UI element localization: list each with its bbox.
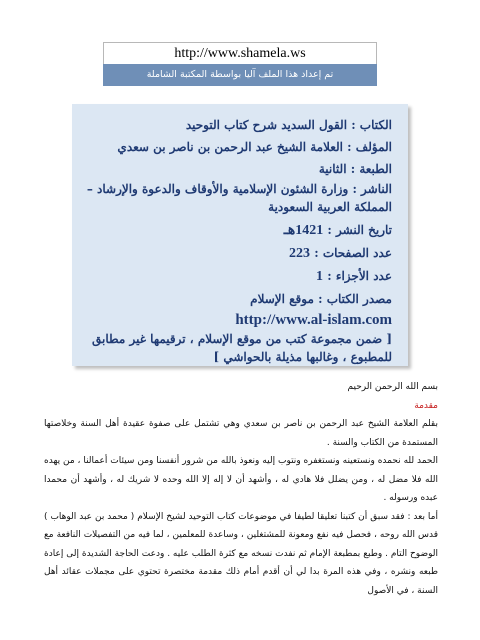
paragraph: الحمد لله نحمده ونستعينه ونستغفره ونتوب إليه ونعوذ بالله من شرور أنفسنا ومن سيئات أعمالنا ، من يهده الله فلا مضل له ، ومن يضلل فلا هادي له ، وأشهد أن لا إله إلا الله وحده لا شريك له ، وأشهد أن محمدا عبده ورسوله . [44,456,438,503]
book-info-card [72,104,408,366]
publish-date [86,219,392,242]
intro-heading: مقدمة [414,400,438,411]
book-source: مصدر الكتاب : موقع الإسلام [250,292,392,306]
generation-banner: تم إعداد هذا الملف آليا بواسطة المكتبة الشاملة [103,64,377,86]
paragraph: أما بعد : فقد سبق أن كتبنا تعليقا لطيفا في موضوعات كتاب التوحيد لشيخ الإسلام ( محمد بن عبد الوهاب ) قدس الله روحه ، فحصل فيه نفع ومعونة للمشتغلين ، وساعدة للمعلمين ، لما فيه من التفصيلات النافعة مع الوضوح التام . وطبع بمطبعة الإمام ثم نفدت نسخه مع كثرة الطلب عليه . ودعت الحاجة الشديدة إلى إعادة طبعه ونشره ، وفي هذه المرة بدا لي أن أقدم أمام ذلك مقدمة مختصرة تحتوي على مجملات عقائد أهل السنة ، في الأصول [44,511,438,596]
publish-date-value: 1421هـ [283,223,324,238]
document-body [44,378,438,600]
book-edition: الطبعة : الثانية [318,162,392,176]
page-count [86,242,392,265]
site-url[interactable]: http://www.shamela.ws [103,42,377,66]
page-count-label: عدد الصفحات : [314,246,392,260]
book-publisher: الناشر : وزارة الشئون الإسلامية والأوقاف والدعوة والإرشاد – المملكة العربية السعودية [86,182,392,214]
parts-count-label: عدد الأجزاء : [327,269,392,283]
page-count-value: 223 [289,246,311,261]
source-url-link[interactable]: http://www.al-islam.com [235,312,392,328]
book-author: المؤلف : العلامة الشيخ عبد الرحمن بن ناصر بن سعدي [117,140,392,154]
publish-date-label: تاريخ النشر : [327,223,392,237]
parts-count-value: 1 [316,269,324,284]
parts-count [86,265,392,288]
basmala: بسم الله الرحمن الرحيم [347,382,438,392]
book-note: [ ضمن مجموعة كتب من موقع الإسلام ، ترقيمها غير مطابق للمطبوع ، وغالبها مذيلة بالحواشي ] [92,332,392,364]
book-title: الكتاب : القول السديد شرح كتاب التوحيد [185,118,392,132]
paragraph: بقلم العلامة الشيخ عبد الرحمن بن ناصر بن سعدي وهي تشتمل على صفوة عقيدة أهل السنة وخلاصتها المستمدة من الكتاب والسنة . [44,419,438,448]
